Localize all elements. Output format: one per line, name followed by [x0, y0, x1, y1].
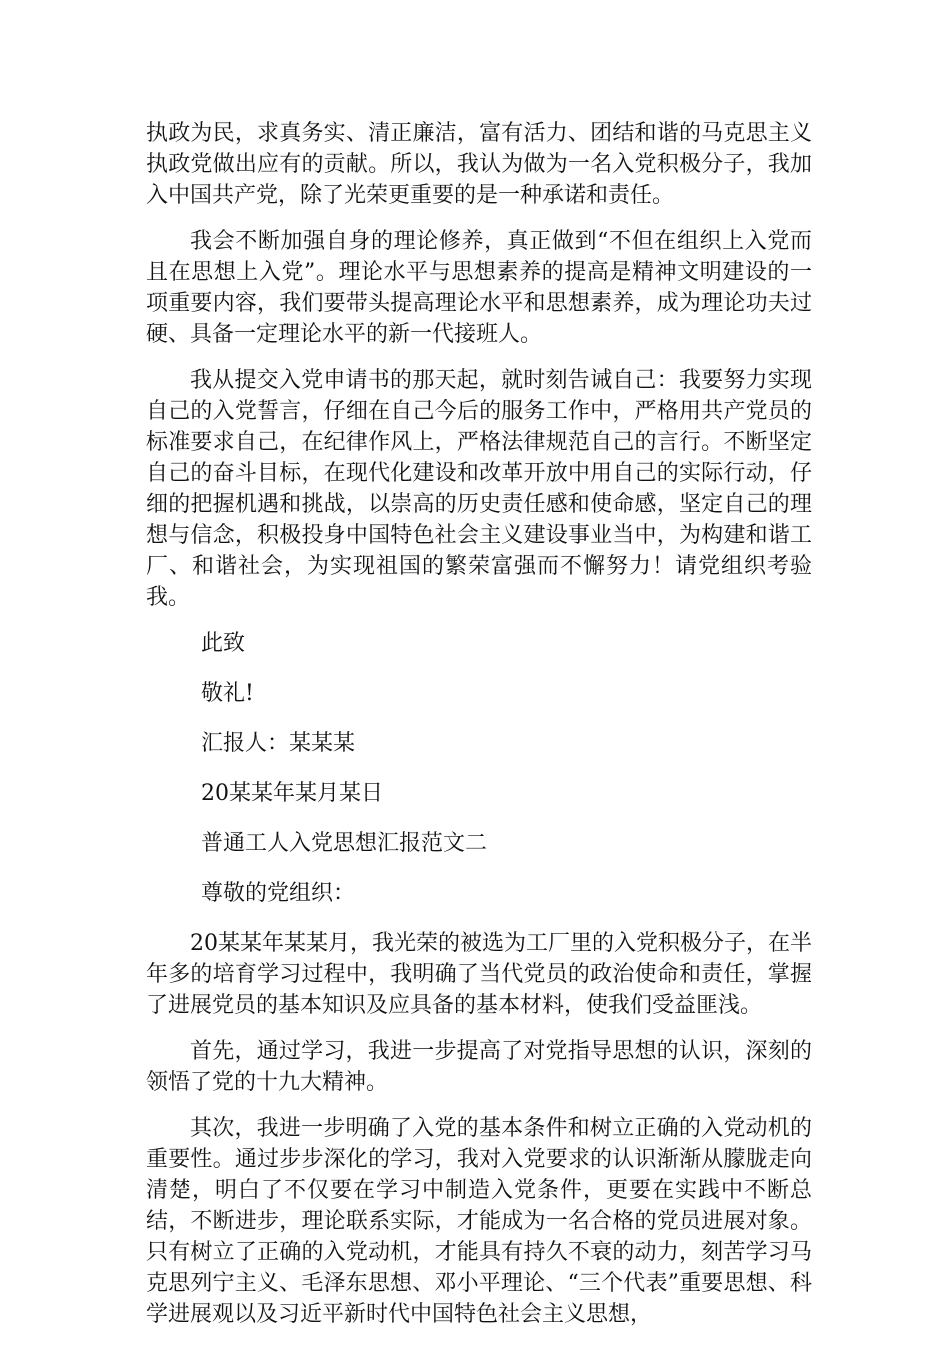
paragraph-3: 我从提交入党申请书的那天起，就时刻告诫自己：我要努力实现自己的入党誓言，仔细在自己今后的服务工作中，严格用共产党员的标准要求自己，在纪律作风上，严格法律规范自己的言行。不断坚定自己的奋斗目标，在现代化建设和改革开放中用自己的实际行动，仔细的把握机遇和挑战，以崇高的历史责任感和使命感，坚定自己的理想与信念，积极投身中国特色社会主义建设事业当中，为构建和谐工厂、和谐社会，为实现祖国的繁荣富强而不懈努力！请党组织考验我。: [146, 368, 812, 610]
document-page: [146, 118, 812, 1345]
greeting: 尊敬的党组织：: [201, 881, 356, 906]
paragraph-2: 我会不断加强自身的理论修养，真正做到“不但在组织上入党而且在思想上入党”。理论水平与思想素养的提高是精神文明建设的一项重要内容，我们要带头提高理论水平和思想素养，成为理论功夫过硬、具备一定理论水平的新一代接班人。: [146, 229, 812, 347]
paragraph-4: 20某某年某某月，我光荣的被选为工厂里的入党积极分子，在半年多的培育学习过程中，我明确了当代党员的政治使命和责任，掌握了进展党员的基本知识及应具备的基本材料，使我们受益匪浅。: [146, 931, 812, 1018]
salutation: 此致: [201, 631, 246, 656]
paragraph-6: 其次，我进一步明确了入党的基本条件和树立正确的入党动机的重要性。通过步步深化的学习，我对入党要求的认识渐渐从朦胧走向清楚，明白了不仅要在学习中制造入党条件，更要在实践中不断总结，不断进步，理论联系实际，才能成为一名合格的党员进展对象。只有树立了正确的入党动机，才能具有持久不衰的动力，刻苦学习马克思列宁主义、毛泽东思想、邓小平理论、“三个代表”重要思想、科学进展观以及习近平新时代中国特色社会主义思想，: [146, 1116, 812, 1327]
reporter-line: 汇报人：某某某: [201, 731, 356, 756]
section-title: 普通工人入党思想汇报范文二: [201, 831, 488, 856]
paragraph-5: 首先，通过学习，我进一步提高了对党指导思想的认识，深刻的领悟了党的十九大精神。: [146, 1039, 812, 1095]
date-line: 20某某年某月某日: [201, 781, 383, 806]
paragraph-1: 执政为民，求真务实、清正廉洁，富有活力、团结和谐的马克思主义执政党做出应有的贡献。所以，我认为做为一名入党积极分子，我加入中国共产党，除了光荣更重要的是一种承诺和责任。: [146, 121, 812, 208]
regards: 敬礼!: [201, 681, 254, 706]
